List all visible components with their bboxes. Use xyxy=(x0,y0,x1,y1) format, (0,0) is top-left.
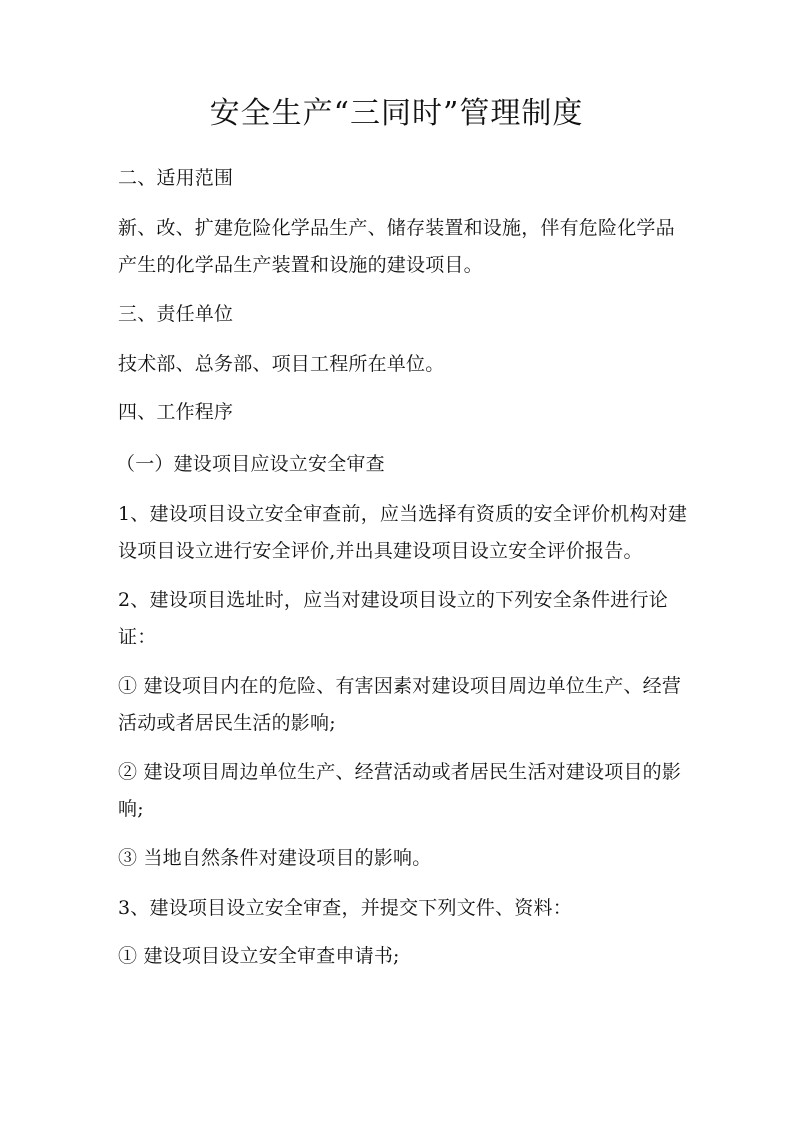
list-item-line: 活动或者居民生活的影响; xyxy=(118,712,336,734)
section-heading-responsibility: 三、责任单位 xyxy=(118,303,234,325)
list-item-line: ③ 当地自然条件对建设项目的影响。 xyxy=(118,847,432,869)
subsection-heading: （一）建设项目应设立安全审查 xyxy=(116,453,385,475)
section-heading-procedure: 四、工作程序 xyxy=(118,401,234,423)
paragraph-line: 2、建设项目选址时，应当对建设项目设立的下列安全条件进行论 xyxy=(118,589,668,611)
list-item-line: ② 建设项目周边单位生产、经营活动或者居民生活对建设项目的影 xyxy=(118,761,682,783)
paragraph-line: 产生的化学品生产装置和设施的建设项目。 xyxy=(118,254,483,276)
paragraph-line: 1、建设项目设立安全审查前，应当选择有资质的安全评价机构对建 xyxy=(118,503,688,525)
paragraph-line: 新、改、扩建危险化学品生产、储存装置和设施，伴有危险化学品 xyxy=(118,217,675,239)
paragraph-line: 证： xyxy=(118,626,157,648)
paragraph-line: 技术部、总务部、项目工程所在单位。 xyxy=(118,353,445,375)
paragraph-line: 设项目设立进行安全评价,并出具建设项目设立安全评价报告。 xyxy=(118,540,643,562)
paragraph-line: 3、建设项目设立安全审查，并提交下列文件、资料： xyxy=(118,897,572,919)
list-item-line: ① 建设项目内在的危险、有害因素对建设项目周边单位生产、经营 xyxy=(118,675,682,697)
list-item-line: ① 建设项目设立安全审查申请书; xyxy=(118,945,400,967)
section-heading-scope: 二、适用范围 xyxy=(118,167,234,189)
document-title: 安全生产“三同时”管理制度 xyxy=(209,96,584,131)
list-item-line: 响; xyxy=(118,798,144,820)
